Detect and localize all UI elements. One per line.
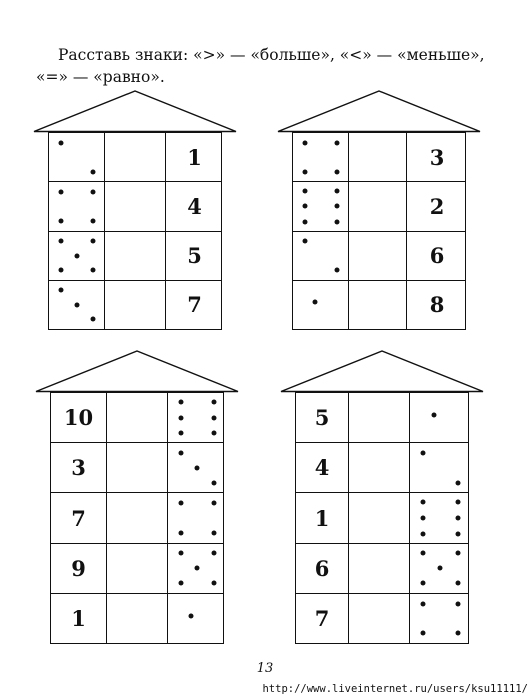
dot	[313, 300, 318, 305]
dots-cell	[293, 133, 348, 181]
number-cell: 10	[63, 405, 94, 431]
instruction-line-1: Расставь знаки: «>» — «больше», «<» — «меньше»,	[58, 46, 485, 64]
dots-cell	[293, 281, 348, 329]
dot	[59, 239, 64, 244]
dot	[421, 531, 426, 536]
dot	[211, 480, 216, 485]
dot	[59, 268, 64, 273]
dots-cell	[293, 182, 348, 230]
instructions	[36, 44, 496, 88]
answer-cell[interactable]	[348, 182, 406, 230]
dot	[335, 268, 340, 273]
dot	[194, 465, 199, 470]
dot	[421, 631, 426, 636]
grid-row	[49, 280, 221, 329]
comparison-grid	[48, 132, 222, 330]
dot	[91, 317, 96, 322]
number-cell: 6	[314, 555, 330, 581]
dot	[178, 580, 183, 585]
dot	[211, 580, 216, 585]
number-cell: 3	[406, 133, 467, 181]
house-roof	[281, 350, 483, 394]
dot	[303, 188, 308, 193]
number-cell: 1	[314, 505, 330, 531]
grid-row	[51, 442, 223, 492]
house-roof	[278, 90, 480, 134]
grid-row	[49, 133, 221, 181]
dot	[456, 516, 461, 521]
dot	[59, 189, 64, 194]
comparison-grid	[295, 392, 469, 644]
dot	[74, 253, 79, 258]
dots-cell	[167, 594, 225, 643]
house-bottom-right	[281, 350, 483, 644]
grid-row	[293, 181, 465, 230]
house-roof	[34, 90, 236, 134]
answer-cell[interactable]	[106, 594, 167, 643]
dot	[335, 140, 340, 145]
grid-row	[296, 442, 468, 492]
dot	[335, 169, 340, 174]
dot	[421, 451, 426, 456]
dot	[91, 169, 96, 174]
dot	[421, 580, 426, 585]
dot	[211, 415, 216, 420]
roof-outline	[278, 91, 480, 132]
number-cell: 1	[71, 605, 86, 631]
dot	[303, 219, 308, 224]
grid-row	[293, 280, 465, 329]
number-cell: 8	[406, 281, 467, 329]
grid-row	[51, 393, 223, 442]
dot	[211, 501, 216, 506]
dot	[456, 551, 461, 556]
answer-cell[interactable]	[348, 594, 409, 643]
instruction-line-2: «=» — «равно».	[36, 68, 165, 86]
answer-cell[interactable]	[106, 493, 167, 542]
number-cell: 5	[165, 232, 223, 280]
dot	[59, 140, 64, 145]
answer-cell[interactable]	[348, 493, 409, 542]
number-cell: 3	[71, 455, 86, 481]
dots-cell	[167, 493, 225, 542]
dots-cell	[409, 594, 470, 643]
answer-cell[interactable]	[104, 182, 165, 230]
dot	[432, 413, 437, 418]
answer-cell[interactable]	[106, 443, 167, 492]
answer-cell[interactable]	[348, 232, 406, 280]
dot	[178, 431, 183, 436]
answer-cell[interactable]	[104, 281, 165, 329]
number-cell: 1	[165, 133, 223, 181]
answer-cell[interactable]	[104, 133, 165, 181]
dot	[211, 530, 216, 535]
grid-row	[296, 492, 468, 542]
roof-outline	[36, 351, 238, 392]
dots-cell	[409, 493, 470, 542]
grid-row	[49, 181, 221, 230]
dot	[211, 431, 216, 436]
dot	[456, 531, 461, 536]
dots-cell	[49, 182, 104, 230]
dot	[91, 189, 96, 194]
answer-cell[interactable]	[348, 281, 406, 329]
answer-cell[interactable]	[348, 443, 409, 492]
dot	[178, 551, 183, 556]
house-roof	[36, 350, 238, 394]
dot	[211, 399, 216, 404]
dot	[188, 613, 193, 618]
dot	[335, 219, 340, 224]
grid-row	[51, 492, 223, 542]
dot	[59, 288, 64, 293]
dots-cell	[409, 544, 470, 593]
grid-row	[296, 593, 468, 643]
dots-cell	[49, 133, 104, 181]
dot	[178, 501, 183, 506]
grid-row	[293, 133, 465, 181]
dot	[456, 601, 461, 606]
dot	[211, 551, 216, 556]
dot	[194, 566, 199, 571]
answer-cell[interactable]	[106, 393, 167, 442]
answer-cell[interactable]	[106, 544, 167, 593]
comparison-grid	[50, 392, 224, 644]
dots-cell	[409, 393, 470, 442]
number-cell: 7	[71, 505, 86, 531]
number-cell: 9	[71, 555, 86, 581]
answer-cell[interactable]	[104, 232, 165, 280]
number-cell: 2	[406, 182, 467, 230]
dots-cell	[167, 393, 225, 442]
dot	[91, 239, 96, 244]
dot	[303, 169, 308, 174]
dot	[178, 530, 183, 535]
source-url: http://www.liveinternet.ru/users/ksu11111/	[262, 683, 528, 695]
house-top-right	[278, 90, 480, 330]
dot	[178, 415, 183, 420]
dot	[456, 480, 461, 485]
dot	[335, 188, 340, 193]
roof-outline	[281, 351, 483, 392]
dot	[303, 204, 308, 209]
answer-cell[interactable]	[348, 544, 409, 593]
number-cell: 6	[406, 232, 467, 280]
dot	[456, 631, 461, 636]
dot	[303, 239, 308, 244]
comparison-grid	[292, 132, 466, 330]
dots-cell	[49, 232, 104, 280]
dot	[421, 516, 426, 521]
dot	[456, 500, 461, 505]
dot	[91, 268, 96, 273]
dot	[178, 451, 183, 456]
number-cell: 5	[314, 405, 330, 431]
dot	[91, 218, 96, 223]
page-number: 13	[256, 661, 274, 676]
dot	[421, 601, 426, 606]
number-cell: 4	[314, 455, 330, 481]
grid-row	[296, 543, 468, 593]
grid-row	[51, 593, 223, 643]
dots-cell	[293, 232, 348, 280]
grid-row	[293, 231, 465, 280]
dot	[421, 500, 426, 505]
grid-row	[49, 231, 221, 280]
house-bottom-left	[36, 350, 238, 644]
dot	[59, 218, 64, 223]
dots-cell	[49, 281, 104, 329]
dots-cell	[409, 443, 470, 492]
grid-row	[296, 393, 468, 442]
house-top-left	[34, 90, 236, 330]
dot	[178, 399, 183, 404]
roof-outline	[34, 91, 236, 132]
dot	[438, 566, 443, 571]
dot	[74, 302, 79, 307]
dots-cell	[167, 544, 225, 593]
answer-cell[interactable]	[348, 393, 409, 442]
dot	[303, 140, 308, 145]
number-cell: 7	[165, 281, 223, 329]
number-cell: 7	[314, 605, 330, 631]
answer-cell[interactable]	[348, 133, 406, 181]
dots-cell	[167, 443, 225, 492]
number-cell: 4	[165, 182, 223, 230]
grid-row	[51, 543, 223, 593]
dot	[335, 204, 340, 209]
dot	[456, 580, 461, 585]
dot	[421, 551, 426, 556]
